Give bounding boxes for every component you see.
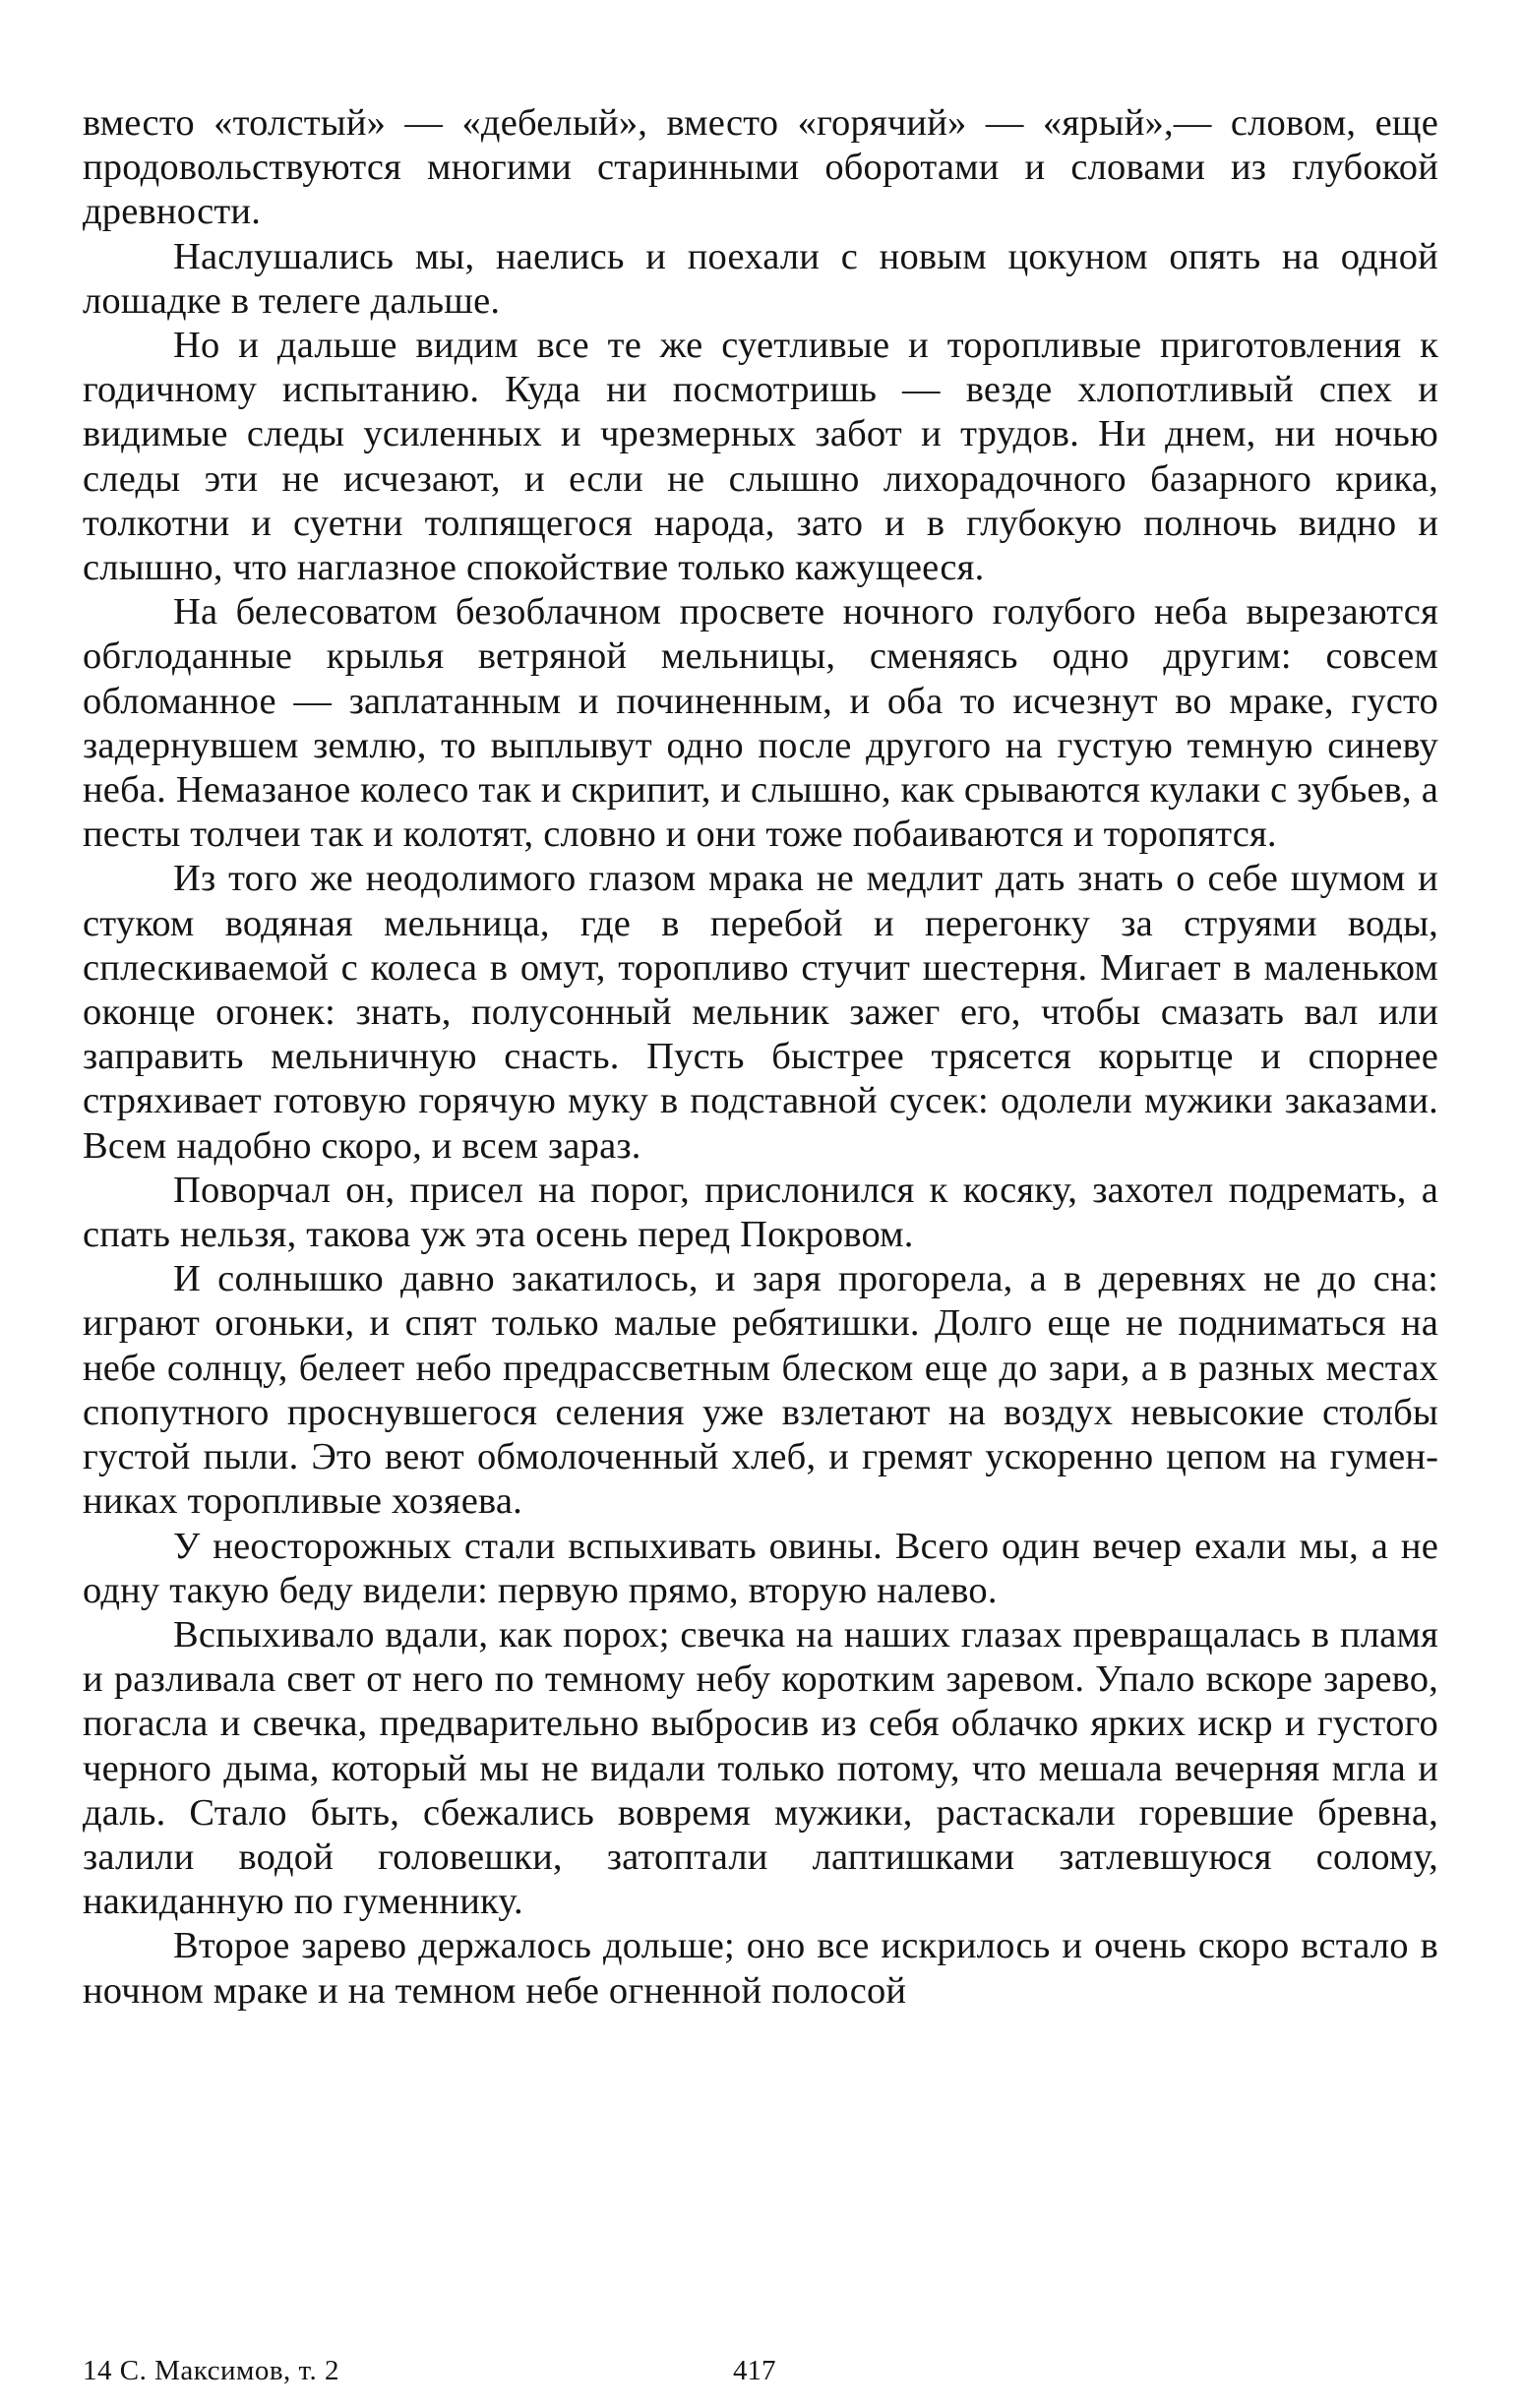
paragraph-3: Но и дальше видим все те же суетливые и торопливые приготовления к годичному испытанию. Куда ни посмотришь — везде хлопотливый спех и видимые следы усиленных и чрезмерных забот и трудов. Ни днем, ни ночью следы эти не исчезают, и если не слышно лихорадочного базарного крика, толкотни и суетни толпящегося народа, зато и в глубокую полночь видно и слышно, что наглазное спокойствие только кажущееся. <box>83 325 1438 589</box>
paragraph-5: Из того же неодолимого глазом мрака не медлит дать знать о себе шумом и стуком водяная мельница, где в перебой и перегонку за струями воды, сплескиваемой с колеса в омут, торопливо стучит шестерня. Мигает в маленьком оконце огонек: знать, полусонный мельник зажег его, чтобы смазать вал или заправить мельничную снасть. Пусть быстрее трясется корытце и спорнее стряхивает готовую горячую муку в подставной сусек: одолели мужики заказами. Всем надобно скоро, и всем зараз. <box>83 858 1438 1167</box>
page-number: 417 <box>733 2355 776 2386</box>
page-body <box>83 101 1438 2014</box>
paragraph-8: У неосторожных стали вспыхивать овины. Всего один вечер ехали мы, а не одну такую беду видели: первую прямо, вторую налево. <box>83 1525 1438 1611</box>
printer-signature: 14 С. Максимов, т. 2 <box>83 2355 340 2386</box>
paragraph-10: Второе зарево держалось дольше; оно все искрилось и очень скоро встало в ночном мраке и на темном небе огненной полосой <box>83 1925 1438 2012</box>
paragraph-7: И солнышко давно закатилось, и заря прогорела, а в деревнях не до сна: играют огоньки, и спят только малые ребятишки. Долго еще не подниматься на небе солнцу, белеет небо предрассветным блеском еще до зари, а в разных местах спопутного проснувшегося селения уже взлетают на воздух невысокие столбы густой пыли. Это веют обмолоченный хлеб, и гремят ускоренно цепом на гуменниках торопливые хозяева. <box>83 1258 1438 1523</box>
paragraph-4: На белесоватом безоблачном просвете ночного голубого неба вырезаются обглоданные крылья ветряной мельницы, сменяясь одно другим: совсем обломанное — заплатанным и починенным, и оба то исчезнут во мраке, густо задернувшем землю, то выплывут одно после другого на густую темную синеву неба. Немазаное колесо так и скрипит, и слышно, как срываются кулаки с зубьев, а песты толчеи так и колотят, словно и они тоже побаиваются и торопятся. <box>83 591 1438 856</box>
paragraph-9: Вспыхивало вдали, как порох; свечка на наших глазах превращалась в пламя и разливала свет от него по темному небу коротким заревом. Упало вскоре зарево, погасла и свечка, предварительно выбросив из себя облачко ярких искр и густого черного дыма, который мы не видали только потому, что мешала вечерняя мгла и даль. Стало быть, сбежались вовремя мужики, растаскали горевшие бревна, залили водой головешки, затоптали лаптишками затлевшуюся солому, накиданную по гуменнику. <box>83 1613 1438 1923</box>
paragraph-2: Наслушались мы, наелись и поехали с новым цокуном опять на одной лошадке в телеге дальше. <box>83 235 1438 322</box>
paragraph-6: Поворчал он, присел на порог, прислонился к косяку, захотел подремать, а спать нельзя, такова уж эта осень перед Покровом. <box>83 1169 1438 1256</box>
paragraph-1: вместо «толстый» — «дебелый», вместо «горячий» — «ярый»,— словом, еще продовольствуются многими старинными оборотами и словами из глубокой древности. <box>83 102 1438 233</box>
